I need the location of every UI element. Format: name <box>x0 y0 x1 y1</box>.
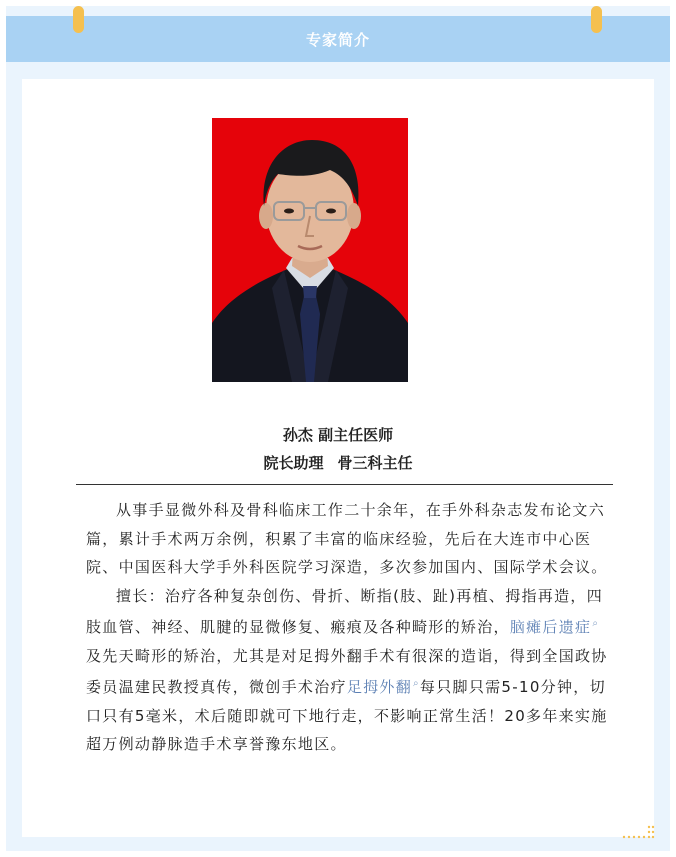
bio-paragraph-experience: 从事手显微外科及骨科临床工作二十余年，在手外科杂志发布论文六篇，累计手术两万余例，积累了丰富的临床经验，先后在大连市中心医院、中国医科大学手外科医院学习深造，多次参加国内、国际学术会议。 <box>86 501 608 576</box>
bio-paragraph-expertise <box>86 582 608 759</box>
position-assistant: 院长助理 <box>263 454 324 472</box>
bio-text <box>86 496 608 759</box>
expertise-text-1: 擅长：治疗各种复杂创伤、骨折、断指(肢、趾)再植、拇指再造，四肢血管、神经、肌腱的显微修复、瘢痕及各种畸形的矫治， <box>86 586 604 636</box>
search-icon[interactable]: ⌕ <box>592 618 600 629</box>
expertise-text-3: 每只脚只需5-10分钟，切口只有5毫米，术后随即就可下地行走，不影响正常生活！20多年来实施超万例动静脉造手术享誉豫东地区。 <box>86 678 608 753</box>
pin-right-decoration <box>591 6 602 33</box>
portrait-figure <box>212 118 408 382</box>
section-title: 专家简介 <box>305 30 370 49</box>
divider <box>76 484 613 485</box>
corner-dots-decoration <box>620 822 656 840</box>
search-icon[interactable]: ⌕ <box>413 678 420 689</box>
hallux-valgus-link[interactable]: 足拇外翻 <box>346 678 413 696</box>
pin-left-decoration <box>73 6 84 33</box>
section-header <box>6 16 670 62</box>
doctor-portrait <box>212 118 408 382</box>
position-director: 骨三科主任 <box>337 454 413 472</box>
cerebral-palsy-link[interactable]: 脑瘫后遗症 <box>509 618 592 636</box>
doctor-name-title: 孙杰 副主任医师 <box>282 426 394 444</box>
doctor-positions <box>0 452 676 473</box>
expertise-text-2: 及先天畸形的矫治，尤其是对足拇外翻手术有很深的造诣，得到全国政协委员温建民教授真传，微创手术治疗 <box>86 646 608 696</box>
